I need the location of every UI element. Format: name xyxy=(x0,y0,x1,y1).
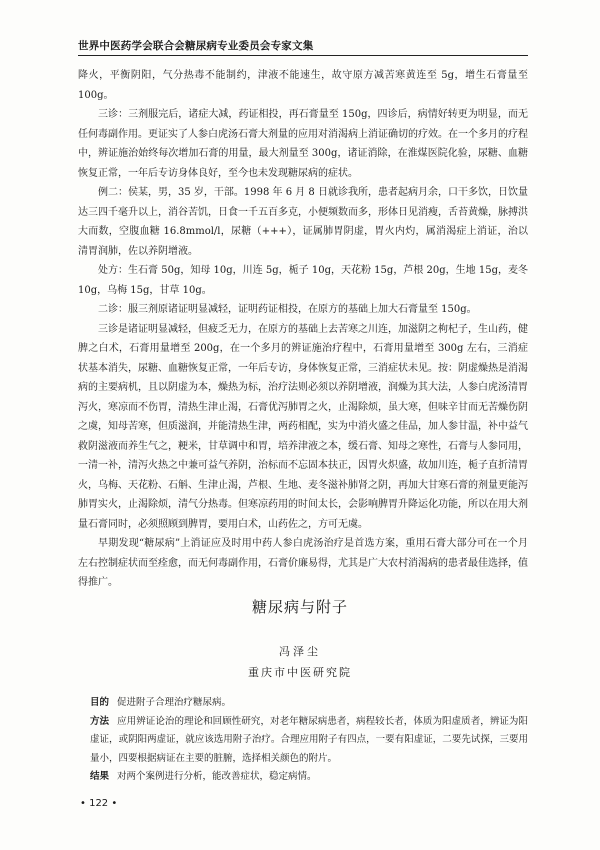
abstract-text: 对两个案例进行分析，能改善症状，稳定病情。 xyxy=(117,771,317,782)
body-paragraph-6: 三诊是诸证明显减轻，但疲乏无力，在原方的基础上去苦寒之川连，加滋阴之枸杞子，生山药，健脾之白术，石膏用量增至 200g，在一个多月的辨证施治疗程中，石膏用量增至 300g 左右，三消症状基本消失，尿糖、血糖恢复正常，一年后专访，身体恢复正常，三消症状未见。按：阴虚燥热是消渴病的主要病机，且以阴虚为本，燥热为标，治疗法则必须以养阴增液，润燥为其大法，人参白虎汤清胃泻火，寒凉而不伤胃，清热生津止渴，石膏优泻肺胃之火，止渴除烦，虽大寒，但味辛甘而无苦燥伤阴之虞，知母苦寒，但质滋润，并能清热生津，两药相配，实为中消火盛之佳品，加人参甘温，补中益气救阴滋液而养生气之，粳米，甘草调中和胃，培养津液之本，缓石膏、知母之寒性，石膏与人参同用，一清一补，清泻火热之中兼可益气养阴，治标而不忘固本扶正，因胃火炽盛，故加川连，栀子直折清胃火，乌梅、天花粉、石斛、生津止渴，芦根、生地、麦冬滋补肺肾之阴，再加大甘寒石膏的剂量更能泻肺胃实火，止渴除烦，清气分热毒。但寒凉药用的时间太长，会影响脾胃升降运化功能，所以在用大剂量石膏同时，必须照顾到脾胃，要用白术，山药佐之，方可无虞。 xyxy=(78,323,528,530)
article-abstract xyxy=(90,694,528,787)
header-rule xyxy=(78,55,528,56)
body-paragraph-2: 三诊：三剂服完后，诸症大减，药证相投，再石膏量至 150g，四诊后，病情好转更为明显，而无任何毒副作用。更证实了人参白虎汤石膏大剂量的应用对消渴病上消证确切的疗效。在一个多月的疗程中，辨证施治始终每次增加石膏的用量，最大剂量至 300g，诸证消除，在淮煤医院化验，尿糖、血糖恢复正常，一年后专访身体良好，至今也未发现糖尿病的症状。 xyxy=(78,109,528,179)
running-header: 世界中医药学会联合会糖尿病专业委员会专家文集 xyxy=(78,40,314,52)
abstract-text: 促进附子合理治疗糖尿病。 xyxy=(117,697,232,708)
main-body-text xyxy=(78,66,528,593)
article-institution: 重庆市中医研究院 xyxy=(248,666,352,679)
abstract-label: 目的 xyxy=(90,697,110,708)
abstract-text: 应用辨证论治的理论和回顾性研究，对老年糖尿病患者，病程较长者，体质为阳虚质者，辨证为阳虚证，或阴阳两虚证，就应该选用附子治疗。合理应用附子有四点，一要有阳虚证，二要先试探，三要用量小，四要根据病证在主要的脏腑，选择相关颜色的附片。 xyxy=(90,715,528,764)
article-author: 冯泽尘 xyxy=(279,645,321,658)
abstract-label: 方法 xyxy=(90,715,110,727)
abstract-label: 结果 xyxy=(90,771,110,782)
body-paragraph-4: 处方：生石膏 50g，知母 10g，川连 5g，栀子 10g，天花粉 15g，芦根 20g，生地 15g，麦冬 10g，乌梅 15g，甘草 10g。 xyxy=(78,265,528,296)
body-paragraph-1: 降火，平衡阴阳，气分热毒不能制约，津液不能速生，故守原方减苦寒黄连至 5g，增生石膏量至 100g。 xyxy=(78,70,528,101)
abstract-objective xyxy=(90,694,528,713)
page-number: • 122 • xyxy=(80,798,118,809)
body-paragraph-7: 早期发现“糖尿病”上消证应及时用中药人参白虎汤治疗是首选方案，重用石膏大部分可在一个月左右控制症状而至痊愈，而无何毒副作用，石膏价廉易得，尤其是广大农村消渴病的患者最佳选择，值得推广。 xyxy=(78,538,528,588)
article-title: 糖尿病与附子 xyxy=(251,598,348,616)
body-paragraph-3: 例二：侯某，男，35 岁，干部。1998 年 6 月 8 日就诊我所，患者起病月余，口干多饮，日饮量达三四千毫升以上，消谷苦饥，日食一千五百多克，小便频数而多，形体日见消瘦，舌苔黄燥，脉搏洪大而数，空腹血糖 16.8mmol/l，尿糖（+++），证属肺胃阴虚，胃火内灼，属消渴症上消证，治以清胃润肺，佐以养阴增液。 xyxy=(78,187,528,257)
abstract-method xyxy=(90,713,528,769)
body-paragraph-5: 二诊：服三剂原诸证明显减轻，证明药证相投，在原方的基础上加大石膏量至 150g。 xyxy=(98,304,477,315)
abstract-result xyxy=(90,768,528,787)
